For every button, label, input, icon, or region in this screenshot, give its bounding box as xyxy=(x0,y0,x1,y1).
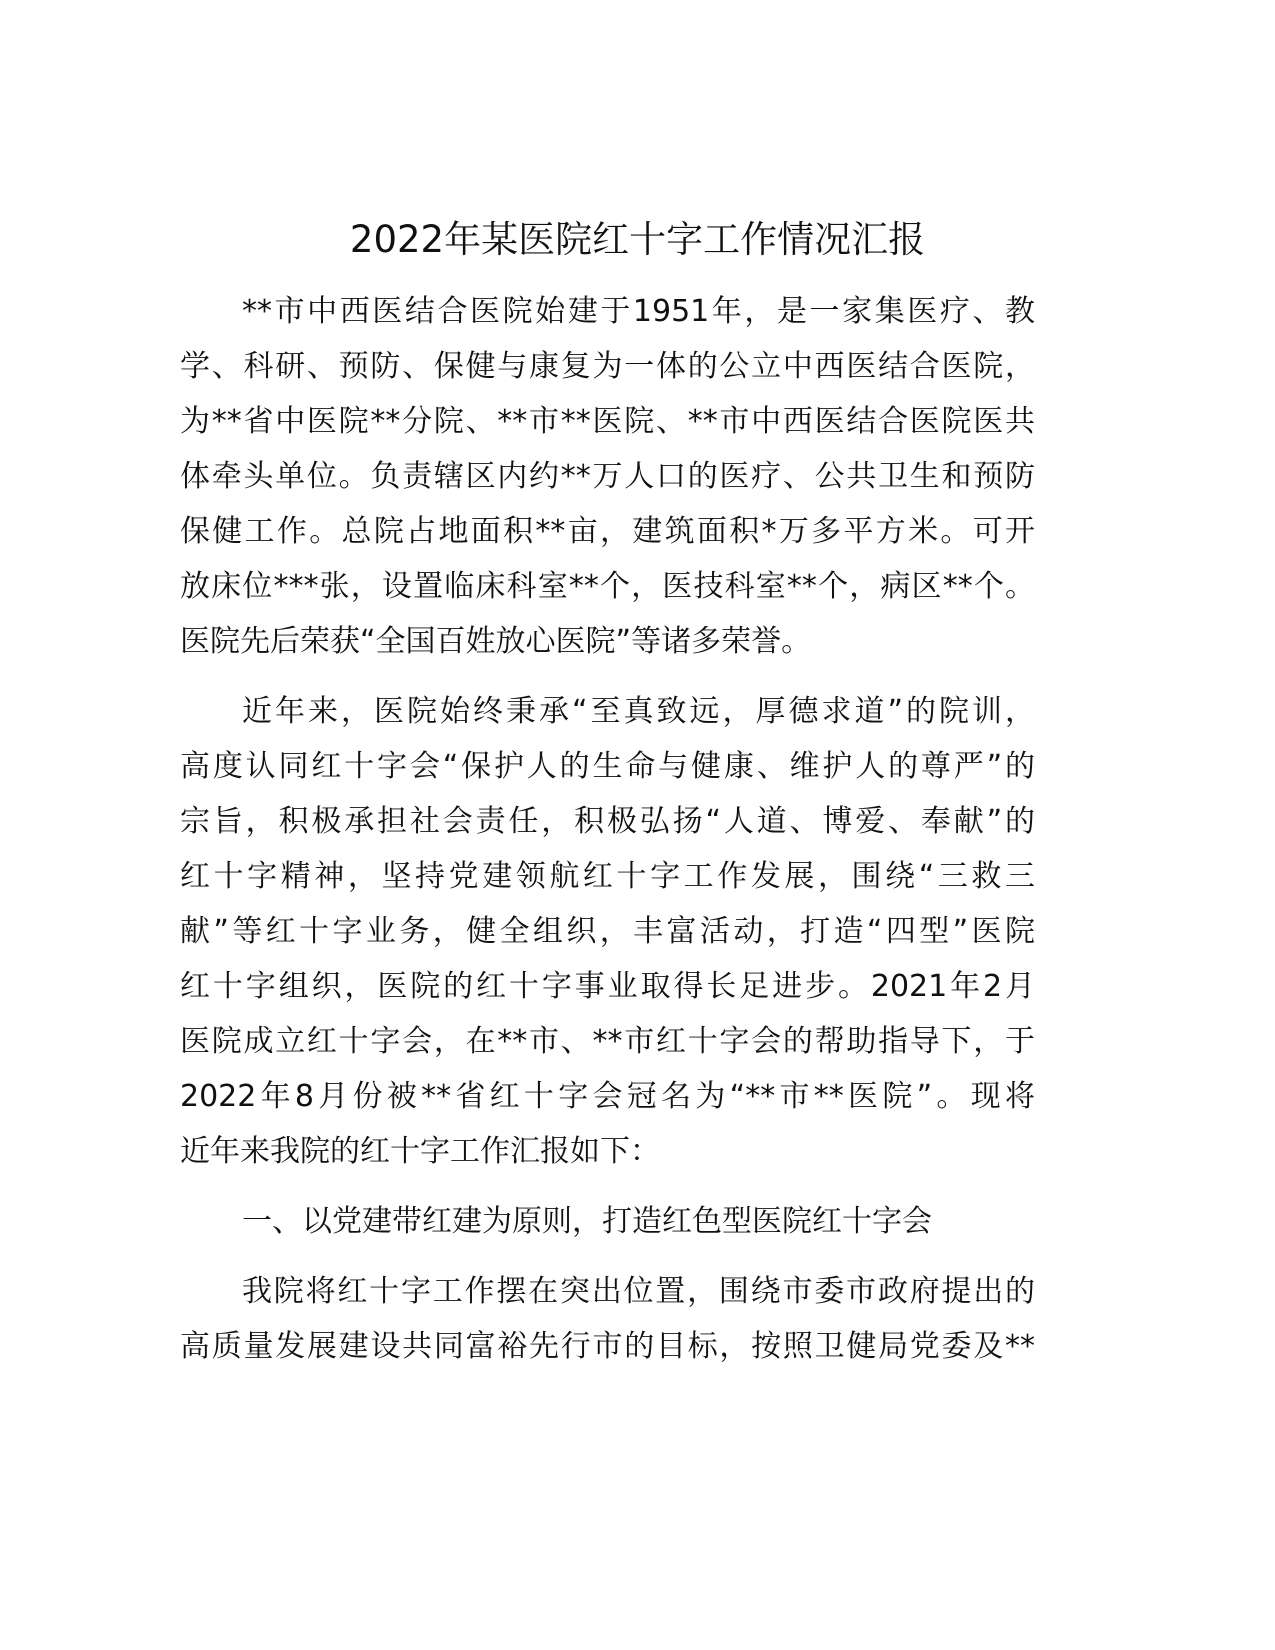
document-body xyxy=(180,284,1035,1389)
paragraph xyxy=(180,1264,1035,1374)
text-line: 学、科研、预防、保健与康复为一体的公立中西医结合医院， xyxy=(180,349,1035,384)
text-line: 体牵头单位。负责辖区内约**万人口的医疗、公共卫生和预防 xyxy=(180,459,1035,494)
text-line: 医院先后荣获“全国百姓放心医院”等诸多荣誉。 xyxy=(180,624,812,659)
text-line: 为**省中医院**分院、**市**医院、**市中西医结合医院医共 xyxy=(180,404,1035,439)
text-line: 2022年8月份被**省红十字会冠名为“**市**医院”。现将 xyxy=(180,1079,1035,1114)
text-line: 保健工作。总院占地面积**亩，建筑面积*万多平方米。可开 xyxy=(180,514,1035,549)
text-line: 宗旨，积极承担社会责任，积极弘扬“人道、博爱、奉献”的 xyxy=(180,804,1035,839)
text-line: 高度认同红十字会“保护人的生命与健康、维护人的尊严”的 xyxy=(180,749,1035,784)
text-line: 红十字精神，坚持党建领航红十字工作发展，围绕“三救三 xyxy=(180,859,1035,894)
text-line: 医院成立红十字会，在**市、**市红十字会的帮助指导下，于 xyxy=(180,1024,1035,1059)
document-title: 2022年某医院红十字工作情况汇报 xyxy=(349,218,926,261)
paragraph xyxy=(180,284,1035,669)
text-line: 一、以党建带红建为原则，打造红色型医院红十字会 xyxy=(242,1204,932,1239)
text-line: 献”等红十字业务，健全组织，丰富活动，打造“四型”医院 xyxy=(180,914,1035,949)
paragraph xyxy=(180,684,1035,1179)
text-line: 高质量发展建设共同富裕先行市的目标，按照卫健局党委及** xyxy=(180,1329,1035,1364)
text-line: 我院将红十字工作摆在突出位置，围绕市委市政府提出的 xyxy=(242,1274,1035,1309)
section-heading xyxy=(180,1194,1035,1249)
text-line: 近年来，医院始终秉承“至真致远，厚德求道”的院训， xyxy=(242,694,1035,729)
text-line: 放床位***张，设置临床科室**个，医技科室**个，病区**个。 xyxy=(180,569,1035,604)
text-line: **市中西医结合医院始建于1951年，是一家集医疗、教 xyxy=(242,294,1035,329)
text-line: 近年来我院的红十字工作汇报如下： xyxy=(180,1134,660,1169)
text-line: 红十字组织，医院的红十字事业取得长足进步。2021年2月 xyxy=(180,969,1035,1004)
